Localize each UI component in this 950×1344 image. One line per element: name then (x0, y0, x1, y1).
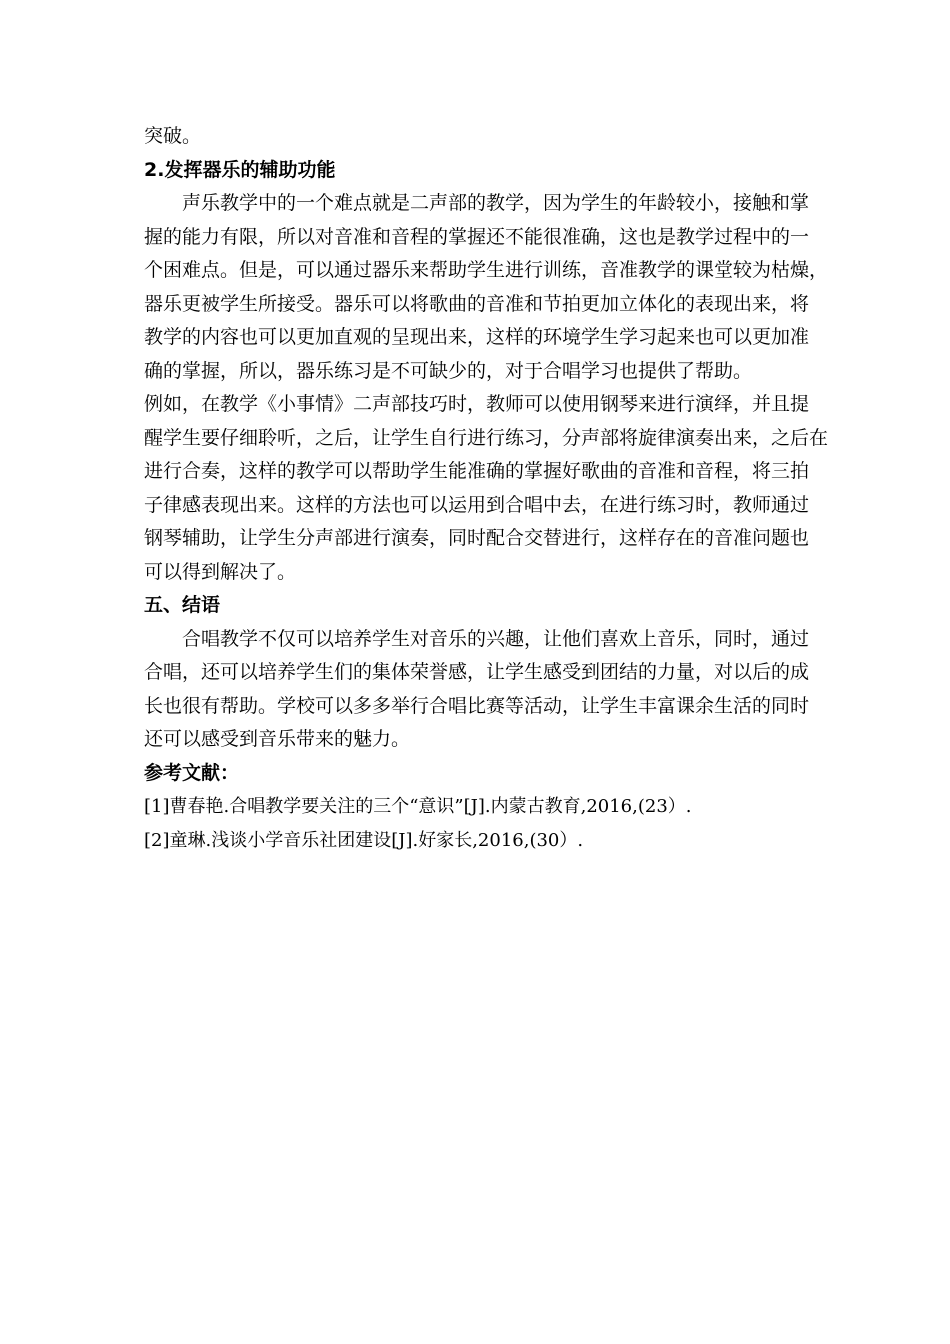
text-line: 确的掌握，所以，器乐练习是不可缺少的，对于合唱学习也提供了帮助。 (144, 359, 753, 382)
text-line: 个困难点。但是，可以通过器乐来帮助学生进行训练，音准教学的课堂较为枯燥， (144, 259, 829, 281)
paragraph-example (144, 388, 829, 589)
text-line: 握的能力有限，所以对音准和音程的掌握还不能很准确，这也是教学过程中的一 (144, 225, 810, 248)
reference-item: [2]童琳.浅谈小学音乐社团建设[J].好家长,2016,(30）. (144, 829, 584, 851)
text-line: 子律感表现出来。这样的方法也可以运用到合唱中去，在进行练习时，教师通过 (144, 493, 810, 516)
text-line: 进行合奏，这样的教学可以帮助学生能准确的掌握好歌曲的音准和音程，将三拍 (144, 460, 810, 482)
text-line: 钢琴辅助，让学生分声部进行演奏，同时配合交替进行，这样存在的音准问题也 (144, 527, 810, 549)
text-line: 器乐更被学生所接受。器乐可以将歌曲的音准和节拍更加立体化的表现出来，将 (144, 292, 810, 315)
paragraph-conclusion (144, 623, 808, 757)
text-line: 长也很有帮助。学校可以多多举行合唱比赛等活动，让学生丰富课余生活的同时 (144, 694, 810, 717)
text-line: 教学的内容也可以更加直观的呈现出来，这样的环境学生学习起来也可以更加准 (144, 326, 810, 348)
section-heading-conclusion: 五、结语 (144, 594, 221, 616)
document-page (144, 120, 829, 857)
paragraph-instrument-aid (144, 187, 829, 388)
references-heading: 参考文献： (144, 761, 240, 784)
reference-item: [1]曹春艳.合唱教学要关注的三个“意识”[J].内蒙古教育,2016,(23）. (144, 796, 692, 817)
text-line: 声乐教学中的一个难点就是二声部的教学，因为学生的年龄较小，接触和掌 (182, 192, 810, 214)
text-line: 醒学生要仔细聆听，之后，让学生自行进行练习，分声部将旋律演奏出来，之后在 (144, 426, 829, 449)
text-line: 还可以感受到音乐带来的魅力。 (144, 728, 411, 750)
text-line: 可以得到解决了。 (144, 560, 297, 583)
text-line: 例如，在教学《小事情》二声部技巧时，教师可以使用钢琴来进行演绎，并且提 (144, 393, 810, 415)
section-heading-instrument-aid: 2.发挥器乐的辅助功能 (144, 158, 336, 181)
text-line: 合唱教学不仅可以培养学生对音乐的兴趣，让他们喜欢上音乐，同时，通过 (182, 627, 810, 650)
paragraph-tail-line: 突破。 (144, 125, 202, 147)
text-line: 合唱，还可以培养学生们的集体荣誉感，让学生感受到团结的力量，对以后的成 (144, 661, 810, 683)
reference-list (144, 790, 808, 857)
